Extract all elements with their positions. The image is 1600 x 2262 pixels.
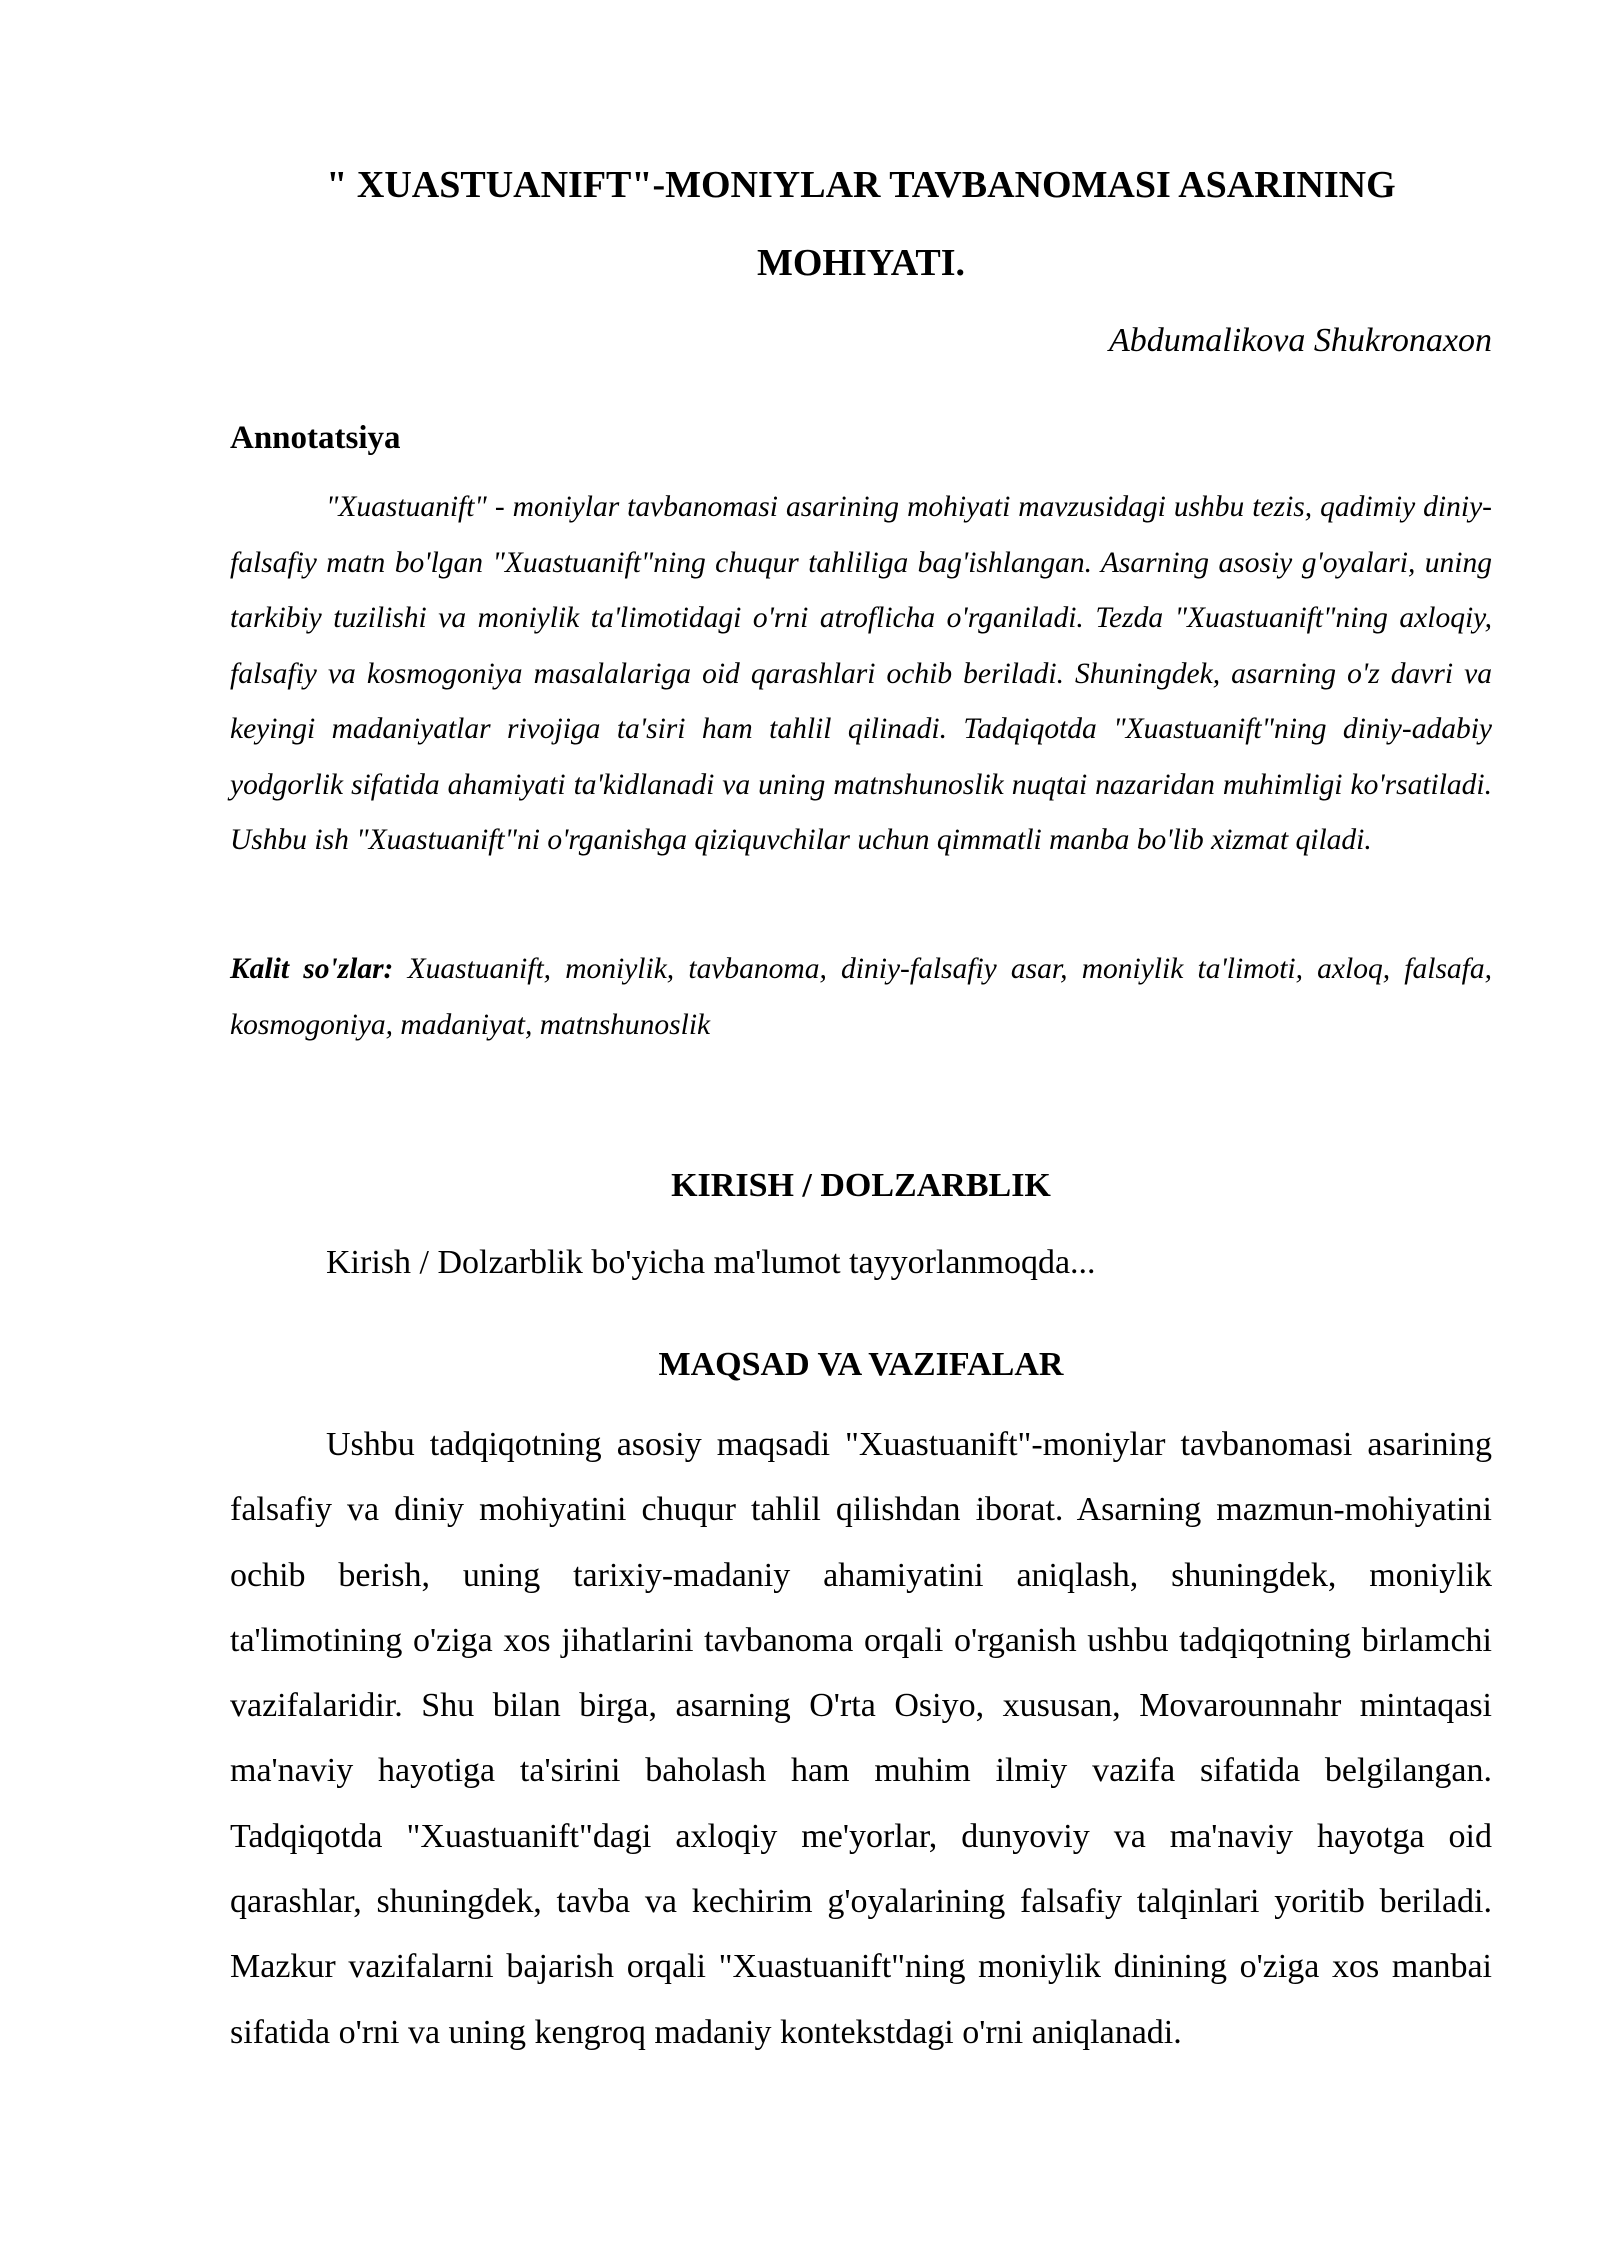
section-heading-goals: MAQSAD VA VAZIFALAR xyxy=(658,1346,1064,1383)
keywords-label: Kalit so'zlar: xyxy=(230,953,394,985)
section-text-goals: Ushbu tadqiqotning asosiy maqsadi "Xuastuanift"-moniylar tavbanomasi asarining falsafiy va diniy mohiyatini chuqur tahlil qilishdan iborat. Asarning mazmun-mohiyatini ochib berish, uning tarixiy-madaniy ahamiyatini aniqlash, shuningdek, moniylik ta'limotining o'ziga xos jihatlarini tavbanoma orqali o'rganish ushbu tadqiqotning birlamchi vazifalaridir. Shu bilan birga, asarning O'rta Osiyo, xususan, Movarounnahr mintaqasi ma'naviy hayotiga ta'sirini baholash ham muhim ilmiy vazifa sifatida belgilangan. Tadqiqotda "Xuastuanift"dagi axloqiy me'yorlar, dunyoviy va ma'naviy hayotga oid qarashlar, shuningdek, tavba va kechirim g'oyalarining falsafiy talqinlari yoritib beriladi. Mazkur vazifalarni bajarish orqali "Xuastuanift"ning moniylik dinining o'ziga xos manbai sifatida o'rni va uning kengroq madaniy kontekstdagi o'rni aniqlanadi. xyxy=(230,1426,1492,2051)
section-text-introduction: Kirish / Dolzarblik bo'yicha ma'lumot tayyorlanmoqda... xyxy=(326,1244,1096,1281)
keywords-paragraph xyxy=(230,942,1492,1053)
annotation-heading: Annotatsiya xyxy=(230,420,401,456)
author-name: Abdumalikova Shukronaxon xyxy=(1108,322,1492,359)
keywords-text: Xuastuanift, moniylik, tavbanoma, diniy-falsafiy asar, moniylik ta'limoti, axloq, falsafa, kosmogoniya, madaniyat, matnshunoslik xyxy=(230,953,1492,1041)
annotation-text: "Xuastuanift" - moniylar tavbanomasi asarining mohiyati mavzusidagi ushbu tezis, qadimiy diniy-falsafiy matn bo'lgan "Xuastuanift"ning chuqur tahliliga bag'ishlangan. Asarning asosiy g'oyalari, uning tarkibiy tuzilishi va moniylik ta'limotidagi o'rni atroflicha o'rganiladi. Tezda "Xuastuanift"ning axloqiy, falsafiy va kosmogoniya masalalariga oid qarashlari ochib beriladi. Shuningdek, asarning o'z davri va keyingi madaniyatlar rivojiga ta'siri ham tahlil qilinadi. Tadqiqotda "Xuastuanift"ning diniy-adabiy yodgorlik sifatida ahamiyati ta'kidlanadi va uning matnshunoslik nuqtai nazaridan muhimligi ko'rsatiladi. Ushbu ish "Xuastuanift"ni o'rganishga qiziquvchilar uchun qimmatli manba bo'lib xizmat qiladi. xyxy=(230,491,1492,856)
section-heading-introduction: KIRISH / DOLZARBLIK xyxy=(671,1167,1051,1204)
document-title: " XUASTUANIFT"-MONIYLAR TAVBANOMASI ASARINING MOHIYATI. xyxy=(326,164,1396,284)
